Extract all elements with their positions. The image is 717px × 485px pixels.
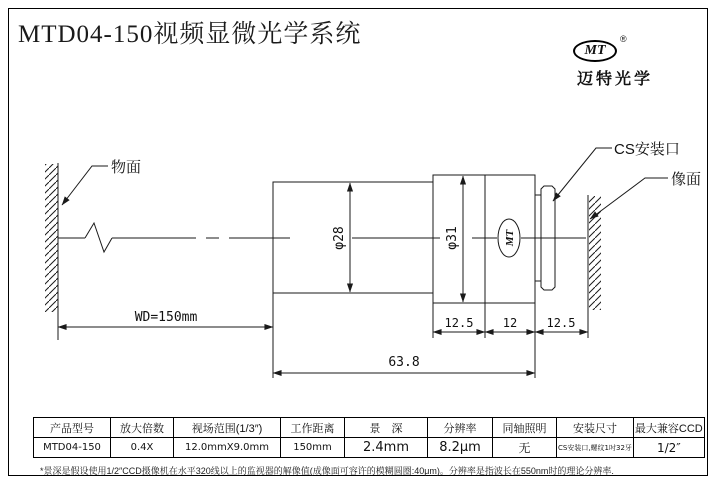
header-magnification: 放大倍数 [111,418,174,438]
object-plane-label: 物面 [111,159,142,176]
header-depth-of-field: 景 深 [345,418,428,438]
value-working-distance: 150mm [281,438,345,458]
dim-phi28 [332,183,350,292]
value-field-of-view: 12.0mmX9.0mm [174,438,281,458]
dim-phi31 [445,176,463,302]
dim-seg2-label: 12 [502,316,518,330]
image-plane-wall [588,195,601,338]
dim-phi31-label: φ31 [445,226,460,250]
image-plane-label: 像面 [671,171,702,188]
dim-wd-label: WD=150mm [134,310,198,325]
value-max-ccd: 1/2″ [633,438,704,458]
object-plane-wall [45,163,58,340]
header-max-ccd: 最大兼容CCD [633,418,704,438]
header-mount-size: 安装尺寸 [557,418,634,438]
barrel-logo-text: MT [504,229,516,247]
dim-phi28-label: φ28 [332,226,347,250]
spec-value-row [34,438,705,458]
barrel-logo [498,219,520,257]
page-title: MTD04-150视频显微光学系统 [18,21,362,48]
dim-seg3-label: 12.5 [546,316,576,330]
label-object-plane [62,158,141,205]
dim-total-length [273,303,535,378]
header-field-of-view: 视场范围(1/3″) [174,418,281,438]
header-resolution: 分辨率 [428,418,493,438]
dim-total-label: 63.8 [388,355,420,370]
label-image-plane [590,171,701,219]
spec-header-row [34,418,705,438]
dim-segments [433,303,588,338]
registered-trademark-icon: ® [620,34,627,44]
logo-mark: MT [584,43,606,58]
header-product-model: 产品型号 [34,418,111,438]
dim-seg1-label: 12.5 [444,316,474,330]
dim-working-distance [58,293,273,378]
header-working-distance: 工作距离 [281,418,345,438]
value-depth-of-field: 2.4mm [345,438,428,458]
value-mount-size: CS安装口,螺纹1吋32牙 [557,438,634,458]
header-coaxial-light: 同轴照明 [493,418,557,438]
value-coaxial-light: 无 [493,438,557,458]
value-product-model: MTD04-150 [34,438,111,458]
footnote: *景深是假设使用1/2″CCD摄像机在水平320线以上的监视器的解像值(成像面可容许的模糊圆圈:40μm)。分辨率是指波长在550nm时的理论分辨率. [40,466,614,476]
value-magnification: 0.4X [111,438,174,458]
cs-mount-label: CS安装口 [614,141,680,158]
company-name: 迈特光学 [576,71,653,88]
spec-table [33,417,705,458]
value-resolution: 8.2μm [428,438,493,458]
label-cs-mount [553,141,680,201]
